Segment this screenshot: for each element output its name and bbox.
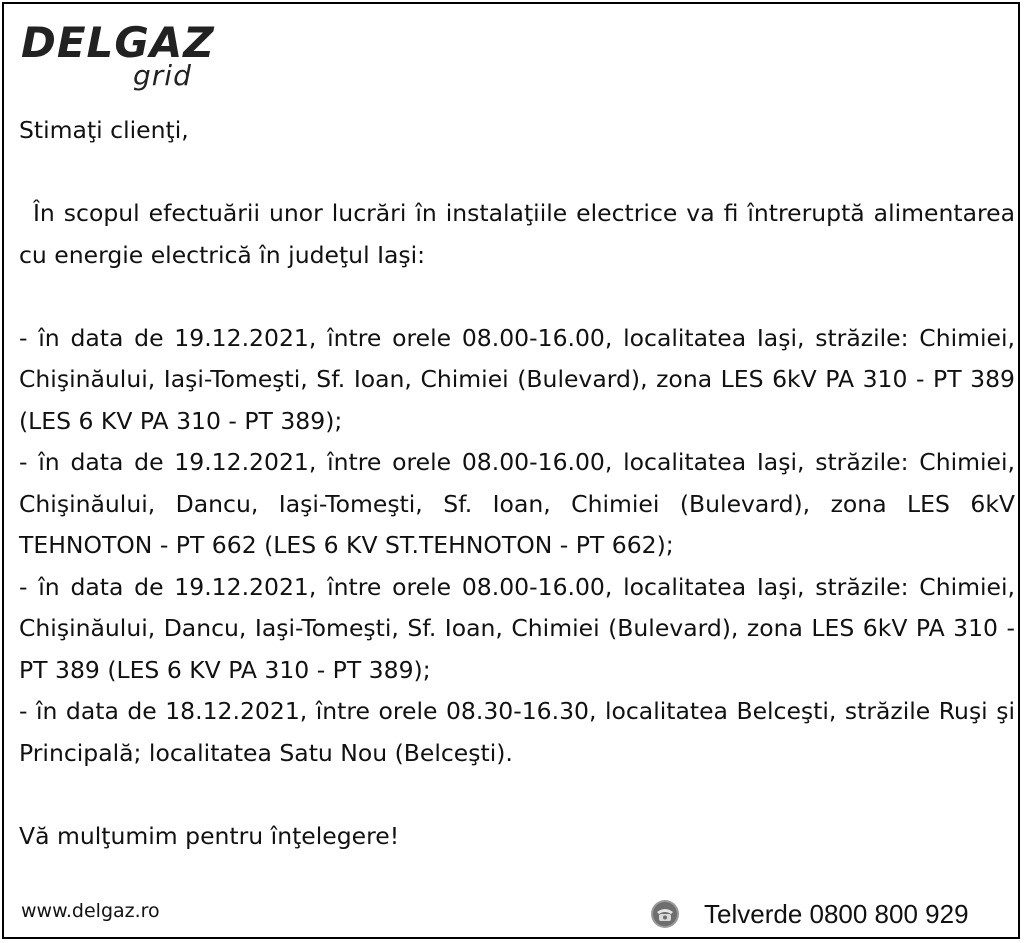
outage-item: - în data de 19.12.2021, între orele 08.00-16.00, localitatea Iaşi, străzile: Chimiei, Chişinăului, Dancu, Iaşi-Tomeşti, Sf. Ioan, Chimiei (Bulevard), zona LES 6kV PA 310 - PT 389 (LES 6 KV PA 310 - PT 389); (19, 572, 1015, 684)
closing-text: Vă mulţumim pentru înţelegere! (19, 821, 400, 850)
phone-number: Telverde 0800 800 929 (704, 898, 969, 929)
website-link[interactable]: www.delgaz.ro (21, 900, 160, 922)
announcement-frame (2, 2, 1020, 939)
announcement-body (19, 110, 1015, 857)
intro-paragraph: În scopul efectuării unor lucrări în instalaţiile electrice va fi întreruptă alimentarea cu energie electrică în judeţul Iaşi: (19, 199, 1015, 269)
outage-item: - în data de 18.12.2021, între orele 08.30-16.30, localitatea Belceşti, străzile Ruşi şi Principală; localitatea Satu Nou (Belceşti). (19, 697, 1015, 767)
delgaz-grid-logo (19, 18, 219, 98)
phone-contact (650, 897, 969, 931)
logo-brand: DELGAZ (21, 18, 215, 67)
outage-item: - în data de 19.12.2021, între orele 08.00-16.00, localitatea Iaşi, străzile: Chimiei, Chişinăului, Iaşi-Tomeşti, Sf. Ioan, Chimiei (Bulevard), zona LES 6kV PA 310 - PT 389 (LES 6 KV PA 310 - PT 389); (19, 323, 1015, 435)
telephone-icon (650, 899, 680, 929)
greeting: Stimaţi clienţi, (19, 116, 189, 144)
outage-item: - în data de 19.12.2021, între orele 08.00-16.00, localitatea Iaşi, străzile: Chimiei, Chişinăului, Dancu, Iaşi-Tomeşti, Sf. Ioan, Chimiei (Bulevard), zona LES 6kV TEHNOTON - PT 662 (LES 6 KV ST.TEHNOTON - PT 662); (19, 448, 1015, 559)
logo-sub: grid (133, 59, 192, 92)
